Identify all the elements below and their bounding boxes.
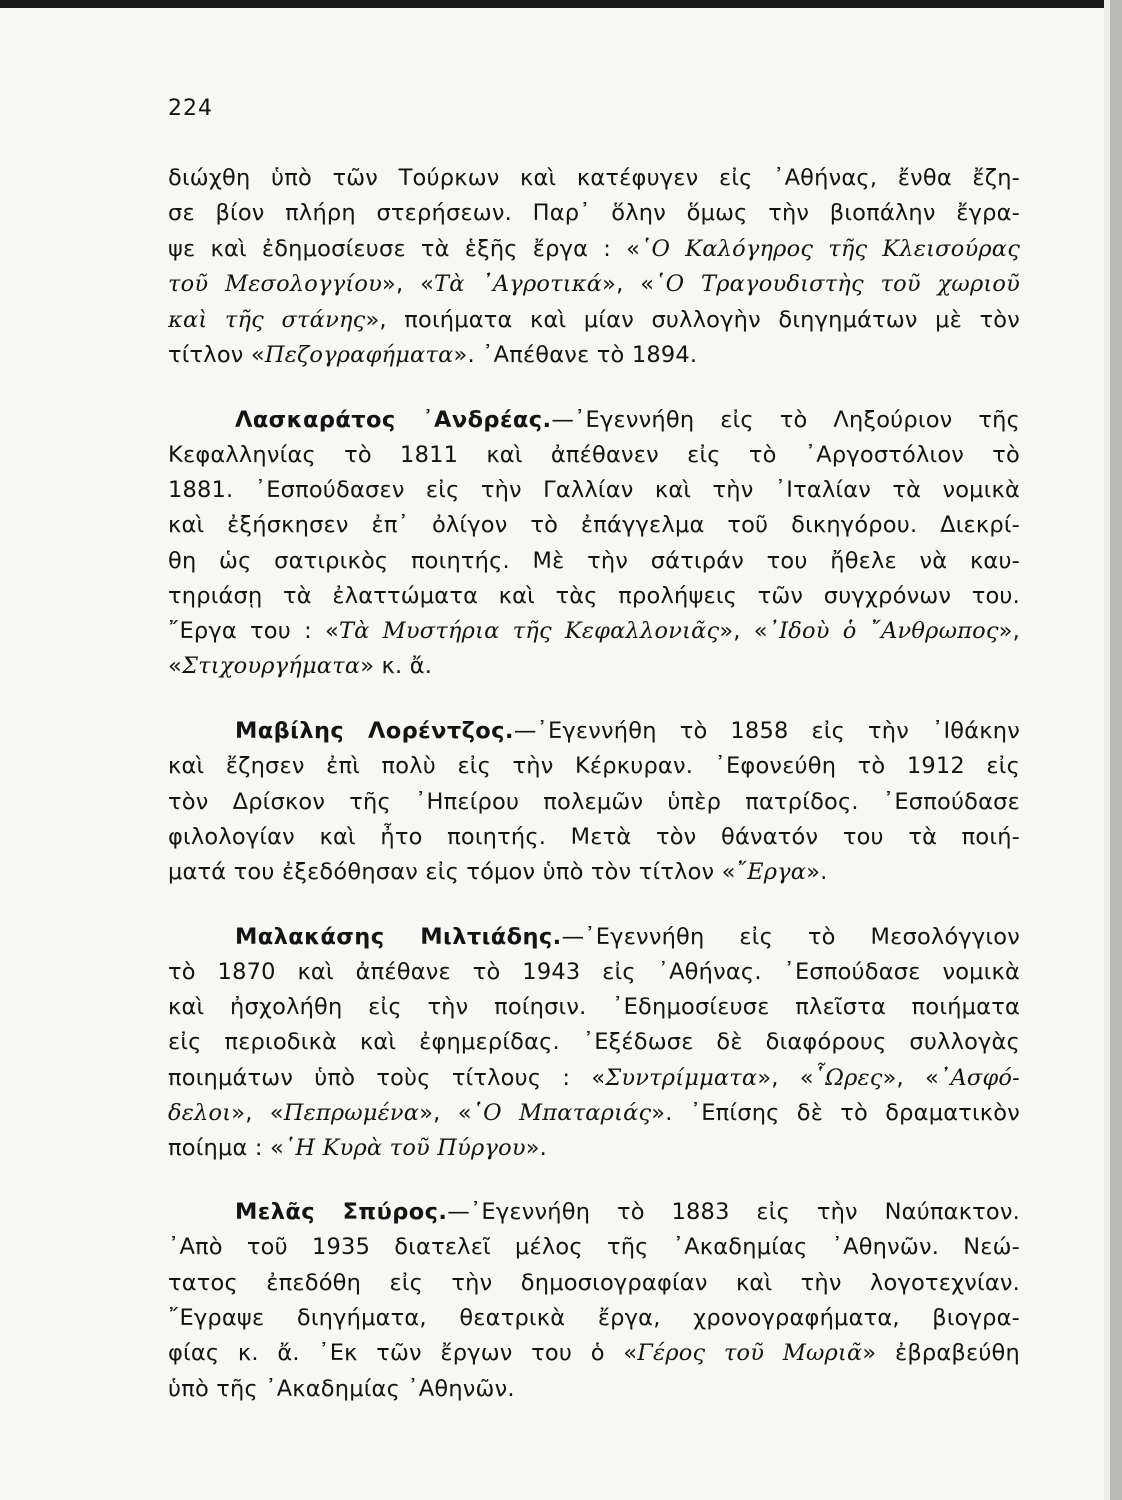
text-run: », « (757, 1065, 814, 1091)
text-run: », « (882, 1065, 940, 1091)
text-line (168, 648, 1020, 684)
text-run: θη ὡς σατιρικὸς ποιητής. Μὲ τὴν σάτιράν του ἤθελε νὰ καυ- (168, 548, 1020, 574)
work-title: Στιχουργήματα (181, 653, 361, 679)
text-line (168, 919, 1020, 955)
text-run: καὶ ἠσχολήθη εἰς τὴν ποίησιν. ᾿Εδημοσίευσε πλεῖστα ποιήματα (168, 994, 1020, 1020)
text-run: » κ. ἄ. (360, 653, 433, 679)
work-title: ῾Ο Τραγουδιστὴς τοῦ χωριοῦ (654, 271, 1021, 297)
text-run: τηριάσῃ τὰ ἐλαττώματα καὶ τὰς προλήψεις τῶν συγχρόνων του. (168, 583, 1020, 609)
work-title: ῾Ο Μπαταριάς (471, 1100, 652, 1126)
text-line (168, 784, 1020, 820)
text-run: τατος ἐπεδόθη εἰς τὴν δημοσιογραφίαν καὶ τὴν λογοτεχνίαν. (168, 1270, 1020, 1296)
text-line (168, 302, 1020, 338)
text-run: —᾿Εγεννήθη τὸ 1858 εἰς τὴν ᾿Ιθάκην (513, 718, 1020, 744)
work-title: ᾿Ιδοὺ ὁ ῎Ανθρωπος (767, 618, 999, 644)
text-line (168, 854, 1020, 890)
text-line (168, 1130, 1020, 1166)
text-run: τίτλον « (168, 342, 265, 368)
work-title: Γέρος τοῦ Μωριᾶ (637, 1340, 863, 1366)
text-run: ᾿Απὸ τοῦ 1935 διατελεῖ μέλος τῆς ᾿Ακαδημίας ᾿Αθηνῶν. Νεώ- (168, 1234, 1020, 1260)
text-line (168, 819, 1020, 855)
work-title: ῾Η Κυρὰ τοῦ Πύργου (283, 1135, 526, 1161)
text-line (168, 1194, 1020, 1230)
text-run: καὶ ἔζησεν ἐπὶ πολὺ εἰς τὴν Κέρκυραν. ᾿Εφονεύθη τὸ 1912 εἰς (168, 753, 1020, 779)
text-run: ». (806, 859, 828, 885)
text-run: εἰς περιοδικὰ καὶ ἐφημερίδας. ᾿Εξέδωσε δὲ διαφόρους συλλογὰς (168, 1029, 1020, 1055)
work-title: δελοι (168, 1100, 232, 1126)
text-line (168, 748, 1020, 784)
text-run: », ποιήματα καὶ μίαν συλλογὴν διηγημάτων μὲ τὸν (365, 307, 1020, 333)
work-title: Τὰ Μυστήρια τῆς Κεφαλλονιᾶς (338, 618, 720, 644)
work-title: ῾Ο Καλόγηρος τῆς Κλεισούρας (640, 236, 1020, 262)
text-line (168, 1335, 1020, 1371)
text-run: καὶ ἐξήσκησεν ἐπ᾿ ὀλίγον τὸ ἐπάγγελμα τοῦ δικηγόρου. Διεκρί- (168, 512, 1020, 538)
text-line (168, 160, 1020, 196)
text-run: ποιημάτων ὑπὸ τοὺς τίτλους : « (168, 1065, 606, 1091)
work-title: Συντρίμματα (605, 1065, 758, 1091)
text-line (168, 337, 1020, 373)
entry-heading: Μελᾶς Σπύρος. (235, 1199, 448, 1225)
text-run: —᾿Εγεννήθη τὸ 1883 εἰς τὴν Ναύπακτον. (447, 1199, 1020, 1225)
text-line (168, 1265, 1020, 1301)
text-run: », « (602, 271, 655, 297)
work-title: ῟Ωρες (813, 1065, 883, 1091)
text-run: 1881. ᾿Εσπούδασεν εἰς τὴν Γαλλίαν καὶ τὴν ᾿Ιταλίαν τὰ νομικὰ (168, 477, 1020, 503)
text-run: ». ᾿Επίσης δὲ τὸ δραματικὸν (651, 1100, 1020, 1126)
text-line (168, 1229, 1020, 1265)
text-line (168, 954, 1020, 990)
text-run: ῎Εγραψε διηγήματα, θεατρικὰ ἔργα, χρονογραφήματα, βιογρα- (168, 1305, 1020, 1331)
text-line (168, 195, 1020, 231)
text-line (168, 613, 1020, 649)
text-run: —᾿Εγεννήθη εἰς τὸ Μεσολόγγιον (561, 924, 1020, 950)
entry-heading: Μαλακάσης Μιλτιάδης. (235, 924, 562, 950)
work-title: Πεπρωμένα (283, 1100, 420, 1126)
page-number: 224 (168, 96, 213, 121)
text-line (168, 507, 1020, 543)
work-title: ῎Εργα (735, 859, 807, 885)
text-line (168, 1300, 1020, 1336)
text-run: », « (419, 1100, 472, 1126)
text-line (168, 1060, 1020, 1096)
text-line (168, 472, 1020, 508)
work-title: καὶ τῆς στάνης (168, 307, 366, 333)
text-line (168, 231, 1020, 267)
text-line (168, 543, 1020, 579)
text-run: φίας κ. ἄ. ᾿Εκ τῶν ἔργων του ὁ « (168, 1340, 638, 1366)
text-run: », (998, 618, 1020, 644)
page-shadow (1110, 0, 1122, 1500)
entry-heading: Μαβίλης Λορέντζος. (235, 718, 514, 744)
text-run: ματά του ἐξεδόθησαν εἰς τόμον ὑπὸ τὸν τίτλον « (168, 859, 736, 885)
text-run: » ἐβραβεύθη (862, 1340, 1020, 1366)
text-run: διώχθη ὑπὸ τῶν Τούρκων καὶ κατέφυγεν εἰς ᾿Αθήνας, ἔνθα ἔζη- (168, 165, 1020, 191)
text-run: ». ᾿Απέθανε τὸ 1894. (453, 342, 698, 368)
entry-heading: Λασκαράτος ᾿Ανδρέας. (235, 407, 552, 433)
text-run: « (168, 653, 182, 679)
text-run: φιλολογίαν καὶ ἦτο ποιητής. Μετὰ τὸν θάνατόν του τὰ ποιή- (168, 824, 1020, 850)
text-line (168, 989, 1020, 1025)
text-run: », « (231, 1100, 284, 1126)
text-line (168, 266, 1020, 302)
text-run: ». (525, 1135, 548, 1161)
text-line (168, 402, 1020, 438)
text-run: τὸ 1870 καὶ ἀπέθανε τὸ 1943 εἰς ᾿Αθήνας. ᾿Εσπούδασε νομικὰ (168, 959, 1020, 985)
text-run: Κεφαλληνίας τὸ 1811 καὶ ἀπέθανεν εἰς τὸ ᾿Αργοστόλιον τὸ (168, 442, 1020, 468)
text-run: ῎Εργα του : « (168, 618, 339, 644)
text-run: », « (719, 618, 768, 644)
text-line (168, 437, 1020, 473)
text-line (168, 1371, 1020, 1407)
text-line (168, 1024, 1020, 1060)
work-title: ᾿Ασφό- (939, 1065, 1020, 1091)
text-run: ψε καὶ ἐδημοσίευσε τὰ ἑξῆς ἔργα : « (168, 236, 641, 262)
text-run: σε βίον πλήρη στερήσεων. Παρ᾿ ὅλην ὅμως τὴν βιοπάλην ἔγρα- (168, 200, 1020, 226)
text-line (168, 713, 1020, 749)
text-run: τὸν Δρίσκον τῆς ᾿Ηπείρου πολεμῶν ὑπὲρ πατρίδος. ᾿Εσπούδασε (168, 789, 1020, 815)
text-run: », « (382, 271, 435, 297)
text-run: —᾿Εγεννήθη εἰς τὸ Ληξούριον τῆς (551, 407, 1020, 433)
work-title: τοῦ Μεσολογγίου (168, 271, 382, 297)
text-run: ποίημα : « (168, 1135, 284, 1161)
work-title: Τὰ ᾿Αγροτικά (434, 271, 603, 297)
text-line (168, 1095, 1020, 1131)
text-line (168, 578, 1020, 614)
text-run: ὑπὸ τῆς ᾿Ακαδημίας ᾿Αθηνῶν. (168, 1376, 515, 1402)
work-title: Πεζογραφήματα (264, 342, 454, 368)
